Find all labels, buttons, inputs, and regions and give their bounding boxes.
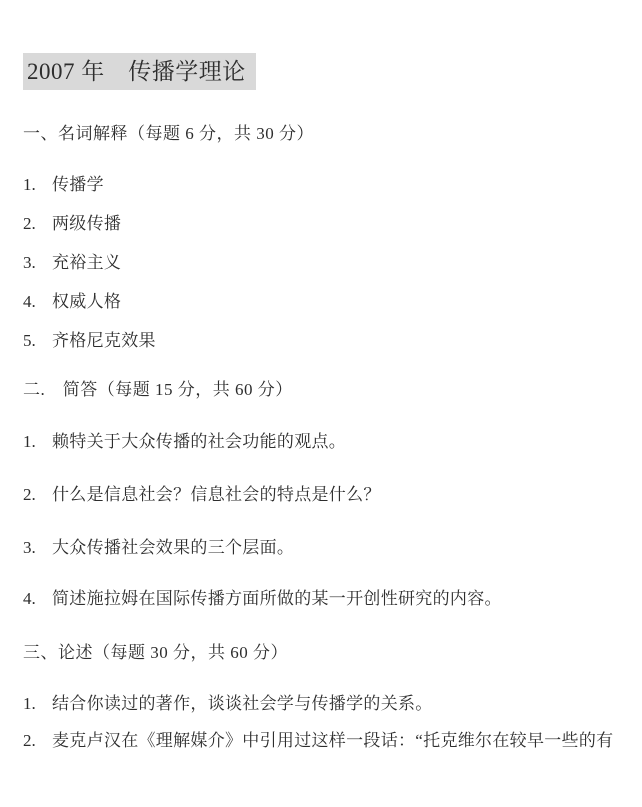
item-number: 1.: [23, 175, 36, 194]
item-text: 结合你读过的著作，谈谈社会学与传播学的关系。: [52, 694, 433, 713]
item-text: 传播学: [52, 175, 104, 194]
question-item: [23, 252, 121, 274]
item-number: 2.: [23, 214, 36, 233]
item-text: 赖特关于大众传播的社会功能的观点。: [52, 432, 347, 451]
item-number: 3.: [23, 538, 36, 557]
section-2-heading: 二. 简答（每题 15 分，共 60 分）: [23, 380, 293, 399]
question-item: [23, 588, 502, 610]
item-text: 两级传播: [52, 214, 122, 233]
item-number: 5.: [23, 331, 36, 350]
question-item: [23, 213, 121, 235]
question-item: [23, 537, 294, 559]
question-item: [23, 431, 346, 453]
item-number: 4.: [23, 292, 36, 311]
item-text: 简述施拉姆在国际传播方面所做的某一开创性研究的内容。: [52, 589, 502, 608]
section-3-heading: 三、论述（每题 30 分，共 60 分）: [23, 643, 288, 662]
item-number: 4.: [23, 589, 36, 608]
item-text: 大众传播社会效果的三个层面。: [52, 538, 295, 557]
question-item: [23, 484, 381, 506]
item-number: 1.: [23, 432, 36, 451]
question-item: [23, 730, 613, 752]
question-item: [23, 330, 156, 352]
item-text: 齐格尼克效果: [52, 331, 156, 350]
item-text: 权威人格: [52, 292, 122, 311]
page-title: 2007 年 传播学理论: [23, 53, 256, 90]
question-item: [23, 291, 121, 313]
item-number: 3.: [23, 253, 36, 272]
item-text: 充裕主义: [52, 253, 122, 272]
question-item: [23, 174, 104, 196]
question-item: [23, 693, 433, 715]
item-text: 什么是信息社会？信息社会的特点是什么？: [52, 485, 381, 504]
item-text: 麦克卢汉在《理解媒介》中引用过这样一段话：“托克维尔在较早一些的有: [52, 731, 614, 750]
item-number: 2.: [23, 731, 36, 750]
section-1-heading: 一、名词解释（每题 6 分，共 30 分）: [23, 124, 314, 143]
item-number: 2.: [23, 485, 36, 504]
item-number: 1.: [23, 694, 36, 713]
